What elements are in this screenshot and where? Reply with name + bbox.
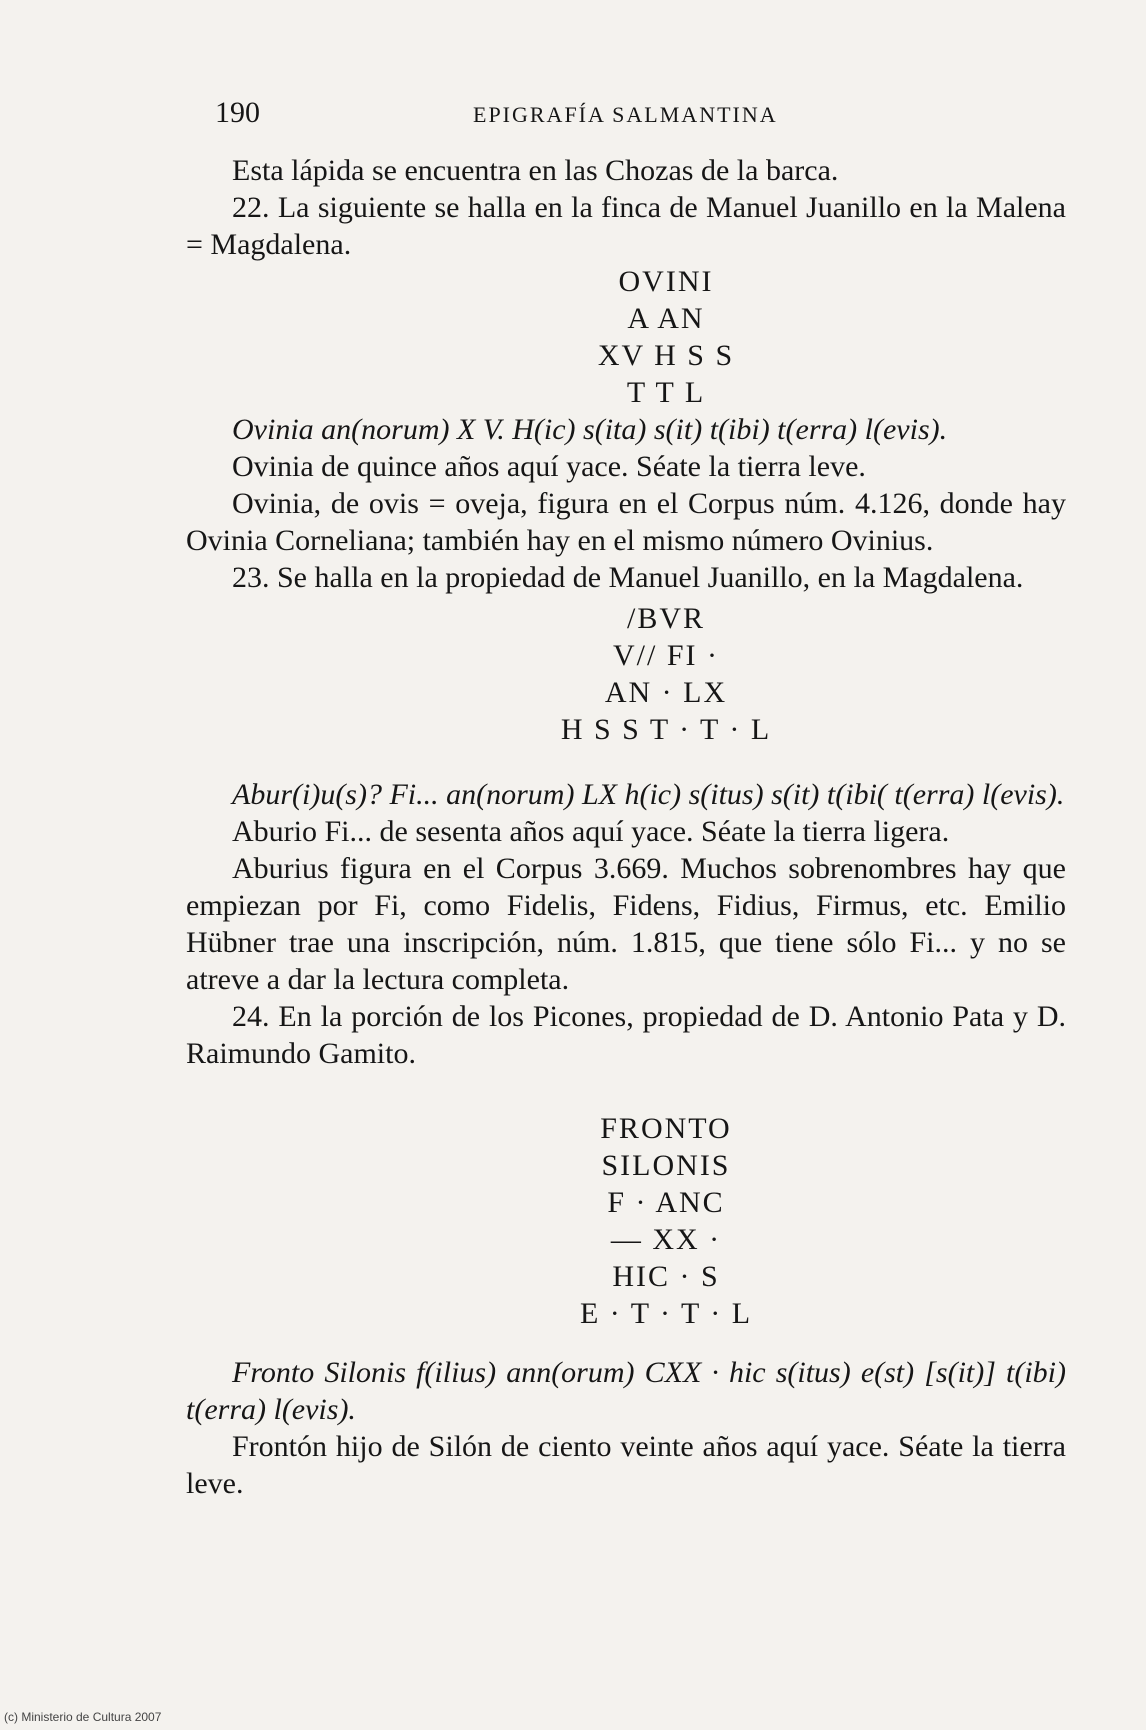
transcription-ovinia: Ovinia an(norum) X V. H(ic) s(ita) s(it) t(ibi) t(erra) l(evis). xyxy=(232,413,948,446)
inscription-line: SILONIS xyxy=(601,1149,731,1182)
paragraph-item-23: 23. Se halla en la propiedad de Manuel Juanillo, en la Magdalena. xyxy=(232,561,1024,594)
translation-fronto: Frontón hijo de Silón de ciento veinte años aquí yace. Séate la tierra leve. xyxy=(186,1430,1066,1500)
inscription-line: T T L xyxy=(626,376,706,409)
inscription-line: — XX · xyxy=(610,1223,722,1256)
inscription-ovinia xyxy=(186,263,1066,411)
transcription-abur: Abur(i)u(s)? Fi... an(norum) LX h(ic) s(itus) s(it) t(ibi( t(erra) l(evis). xyxy=(232,778,1065,811)
inscription-line: OVINI xyxy=(618,265,714,298)
page-header xyxy=(215,96,1015,136)
inscription-fronto xyxy=(186,1110,1066,1332)
inscription-line: HIC · S xyxy=(612,1260,720,1293)
translation-abur: Aburio Fi... de sesenta años aquí yace. Séate la tierra ligera. xyxy=(232,815,950,848)
inscription-abur xyxy=(186,600,1066,748)
inscription-line: FRONTO xyxy=(600,1112,732,1145)
paragraph: Esta lápida se encuentra en las Chozas de la barca. xyxy=(232,154,839,187)
paragraph-item-22: 22. La siguiente se halla en la finca de Manuel Juanillo en la Malena = Magdalena. xyxy=(186,191,1066,261)
inscription-line: A AN xyxy=(627,302,705,335)
paragraph-item-24: 24. En la porción de los Picones, propiedad de D. Antonio Pata y D. Raimundo Gamito. xyxy=(186,1000,1066,1070)
inscription-line: AN · LX xyxy=(604,676,728,709)
running-title: EPIGRAFÍA SALMANTINA xyxy=(473,102,778,127)
commentary-abur: Aburius figura en el Corpus 3.669. Muchos sobrenombres hay que empiezan por Fi, como Fidelis, Fidens, Fidius, Firmus, etc. Emilio Hübner trae una inscripción, núm. 1.815, que tiene sólo Fi... y no se atreve a dar la lectura completa. xyxy=(186,852,1066,996)
inscription-line: XV H S S xyxy=(597,339,735,372)
translation-ovinia: Ovinia de quince años aquí yace. Séate la tierra leve. xyxy=(232,450,866,483)
inscription-line: F · ANC xyxy=(607,1186,725,1219)
page-body xyxy=(186,152,1066,1502)
inscription-line: H S S T · T · L xyxy=(560,713,772,746)
inscription-line: E · T · T · L xyxy=(579,1297,753,1330)
transcription-fronto: Fronto Silonis f(ilius) ann(orum) CXX · hic s(itus) e(st) [s(it)] t(ibi) t(erra) l(evis). xyxy=(186,1356,1066,1426)
inscription-line: V// FI · xyxy=(613,639,719,672)
copyright-credit: (c) Ministerio de Cultura 2007 xyxy=(4,1710,162,1724)
page-number: 190 xyxy=(215,96,260,129)
inscription-line: /BVR xyxy=(626,602,706,635)
commentary-ovinia: Ovinia, de ovis = oveja, figura en el Corpus núm. 4.126, donde hay Ovinia Corneliana; también hay en el mismo número Ovinius. xyxy=(186,487,1066,557)
